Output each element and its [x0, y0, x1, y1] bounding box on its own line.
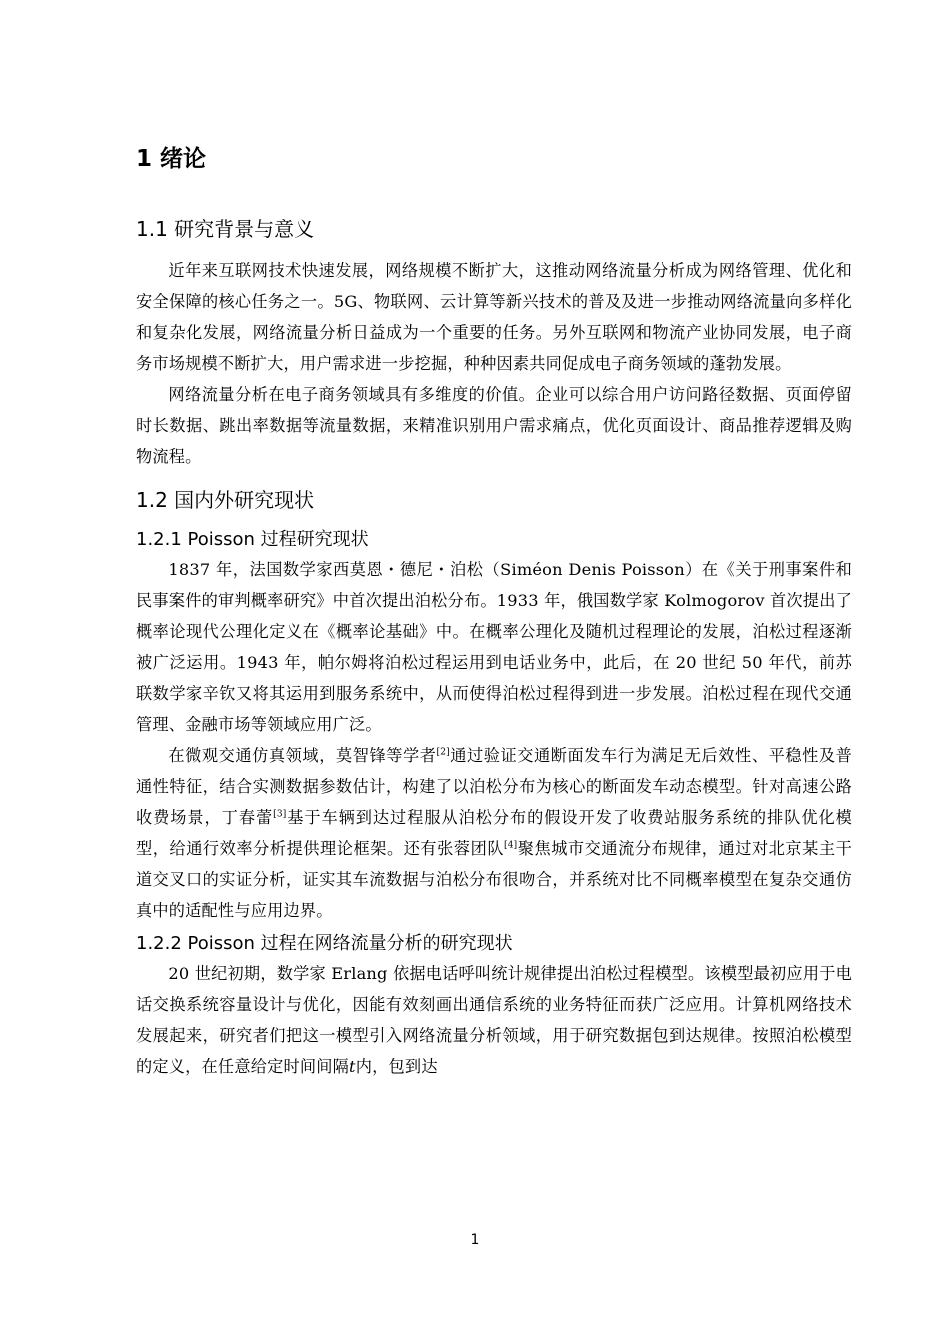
- paragraph: 1837 年，法国数学家西莫恩・德尼・泊松（Siméon Denis Poisson）在《关于刑事案件和民事案件的审判概率研究》中首次提出泊松分布。1933 年，俄国数学家 Kolmogorov 首次提出了概率论现代公理化定义在《概率论基础》中。在概率公理化及随机过程理论的发展，泊松过程逐渐被广泛运用。1943 年，帕尔姆将泊松过程运用到电话业务中，此后，在 20 世纪 50 年代，前苏联数学家辛钦又将其运用到服务系统中，从而使得泊松过程得到进一步发展。泊松过程在现代交通管理、金融市场等领域应用广泛。: [136, 560, 852, 734]
- section-title-1-1: 1.1 研究背景与意义: [136, 217, 315, 241]
- subsection-title-1-2-2: 1.2.2 Poisson 过程在网络流量分析的研究现状: [136, 933, 513, 954]
- section-title-1-2: 1.2 国内外研究现状: [136, 488, 315, 512]
- citation-ref: [4]: [504, 840, 518, 851]
- paragraph-text: 20 世纪初期，数学家 Erlang 依据电话呼叫统计规律提出泊松过程模型。该模型最初应用于电话交换系统容量设计与优化，因能有效刻画出通信系统的业务特征而获广泛应用。计算机网络技术发展起来，研究者们把这一模型引入网络流量分析领域，用于研究数据包到达规律。按照泊松模型的定义，在任意给定时间间隔: [136, 964, 852, 1076]
- page-body: [136, 141, 852, 1082]
- citation-ref: [3]: [273, 809, 287, 820]
- page-number: 1: [470, 1232, 480, 1248]
- paragraph-text: 在微观交通仿真领域，莫智锋等学者: [168, 746, 437, 765]
- chapter-title: 1 绪论: [136, 146, 207, 172]
- paragraph-text: 聚焦城市交通流分布规律，通过对北京某主干道交叉口的实证分析，证实其车流数据与泊松分布很吻合，并系统对比不同概率模型在复杂交通仿真中的适配性与应用边界。: [136, 839, 852, 920]
- paragraph: [136, 958, 852, 1082]
- paragraph-text: 内，包到达: [355, 1057, 438, 1076]
- paragraph: 网络流量分析在电子商务领域具有多维度的价值。企业可以综合用户访问路径数据、页面停留时长数据、跳出率数据等流量数据，来精准识别用户需求痛点，优化页面设计、商品推荐逻辑及购物流程。: [136, 385, 852, 466]
- subsection-title-1-2-1: 1.2.1 Poisson 过程研究现状: [136, 529, 369, 550]
- paragraph-text: 基于车辆到达过程服从泊松分布的假设开发了收费站服务系统的排队优化模型，给通行效率分析提供理论框架。还有张蓉团队: [136, 808, 852, 858]
- paragraph-text: 通过验证交通断面发车行为满足无后效性、平稳性及普通性特征，结合实测数据参数估计，构建了以泊松分布为核心的断面发车动态模型。针对高速公路收费场景，丁春蕾: [136, 746, 852, 827]
- math-variable: t: [349, 1057, 356, 1076]
- paragraph: 近年来互联网技术快速发展，网络规模不断扩大，这推动网络流量分析成为网络管理、优化和安全保障的核心任务之一。5G、物联网、云计算等新兴技术的普及及进一步推动网络流量向多样化和复杂化发展，网络流量分析日益成为一个重要的任务。另外互联网和物流产业协同发展，电子商务市场规模不断扩大，用户需求进一步挖掘，种种因素共同促成电子商务领域的蓬勃发展。: [136, 261, 852, 373]
- paragraph: [136, 740, 852, 926]
- citation-ref: [2]: [436, 747, 450, 758]
